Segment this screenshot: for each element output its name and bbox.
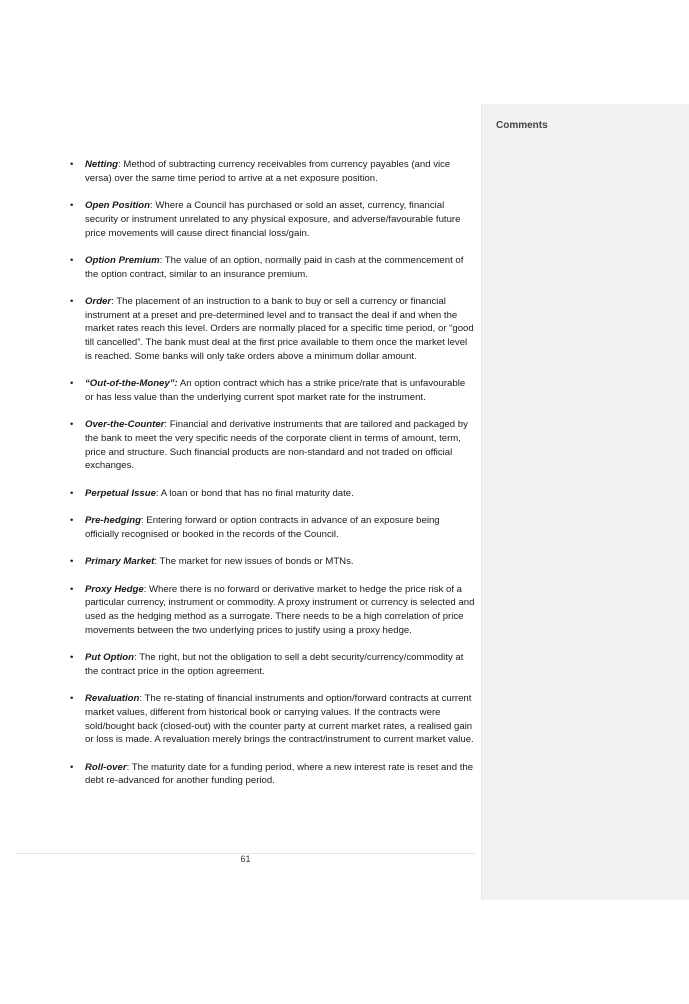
page-number: 61	[240, 854, 251, 864]
entry-term: Primary Market	[85, 556, 155, 568]
entry-term: Roll-over	[85, 761, 127, 773]
glossary-entry-revaluation	[70, 692, 475, 747]
glossary-entry-perpetual-issue	[70, 487, 475, 501]
entry-term: “Out-of-the-Money”:	[85, 378, 178, 390]
entry-text: The placement of an instruction to a bank to buy or sell a currency or financial instrument at a preset and pre-determined level and to transact the deal if and when the market rates reach this level. Orders are normally placed for a specific time period, or “good till cancelled”. The bank must deal at the first price available to them once the market level is reached. Some banks will only take orders above a minimum dollar amount.	[85, 295, 474, 362]
entry-text: Where there is no forward or derivative market to hedge the price risk of a particular currency, instrument or commodity. A proxy instrument or currency is selected and used as the hedging method as a surrogate. There needs to be a high correlation of price movements between the two underlying prices to justify using a proxy hedge.	[85, 583, 475, 636]
entry-suffix: :	[139, 693, 143, 705]
entry-term: Proxy Hedge	[85, 583, 144, 595]
glossary-entry-open-position	[70, 199, 475, 240]
entry-text: Method of subtracting currency receivables from currency payables (and vice versa) over the same time period to arrive at a net exposure position.	[85, 159, 451, 184]
entry-text: Entering forward or option contracts in advance of an exposure being officially recognised or booked in the records of the Council.	[85, 515, 440, 540]
entry-term: Put Option	[85, 652, 135, 664]
bullet: •	[70, 200, 74, 212]
comment-pane-title: Comments	[496, 120, 548, 131]
entry-term: Open Position	[85, 200, 151, 212]
entry-text: The market for new issues of bonds or MTNs.	[157, 556, 354, 568]
glossary-entry-over-the-counter	[70, 418, 475, 473]
entry-text: Where a Council has purchased or sold an asset, currency, financial security or instrument unrelated to any physical exposure, and adverse/favourable future price movements will cause direct financial loss/gain.	[85, 200, 461, 239]
bullet: •	[70, 761, 74, 773]
entry-suffix: :	[155, 487, 159, 499]
bullet: •	[70, 583, 74, 595]
entry-suffix: :	[154, 556, 157, 568]
entry-text: The maturity date for a funding period, where a new interest rate is reset and the debt re-advanced for another funding period.	[85, 761, 474, 787]
bullet: •	[70, 693, 74, 705]
entry-term: Revaluation	[85, 693, 140, 705]
entry-term: Netting	[85, 159, 119, 170]
glossary-list	[70, 158, 475, 802]
entry-suffix: :	[134, 652, 137, 664]
entry-text: A loan or bond that has no final maturity date.	[158, 487, 354, 499]
glossary-entry-out-of-the-money	[70, 377, 475, 404]
entry-term: Over-the-Counter	[85, 419, 165, 431]
bullet: •	[70, 295, 74, 307]
bullet: •	[70, 556, 74, 568]
entry-text: An option contract which has a strike price/rate that is unfavourable or has less value than the underlying current spot market rate for the instrument.	[85, 378, 466, 403]
entry-suffix: :	[164, 419, 168, 431]
entry-text: The value of an option, normally paid in cash at the commencement of the option contract, similar to an insurance premium.	[85, 254, 464, 280]
glossary-entry-pre-hedging	[70, 514, 475, 541]
glossary-entry-netting	[70, 158, 475, 185]
entry-suffix: :	[140, 515, 144, 527]
bullet: •	[70, 652, 74, 664]
entry-term: Pre-hedging	[85, 515, 141, 527]
glossary-entry-option-premium	[70, 254, 475, 281]
bullet: •	[70, 159, 74, 170]
glossary-entry-proxy-hedge	[70, 583, 475, 638]
entry-text: The re-stating of financial instruments and option/forward contracts at current market values, different from historical book or carrying values. If the contracts were sold/bought back (closed-out) with the counter party at current market rates, a realised gain or loss is made. A revaluation merely brings the contract/instrument to current market value.	[85, 693, 474, 746]
entry-term: Option Premium	[85, 254, 160, 266]
entry-suffix: :	[143, 583, 147, 595]
entry-suffix: :	[159, 254, 163, 266]
glossary-entry-primary-market	[70, 555, 475, 569]
glossary-entry-order	[70, 295, 475, 364]
entry-suffix: :	[118, 159, 121, 170]
entry-suffix: :	[126, 761, 130, 773]
glossary-entry-put-option	[70, 651, 475, 678]
comment-pane	[481, 104, 689, 900]
bullet: •	[70, 515, 74, 527]
entry-text: The right, but not the obligation to sell a debt security/currency/commodity at the contract price in the option agreement.	[85, 652, 464, 677]
bullet: •	[70, 378, 74, 390]
bullet: •	[70, 487, 74, 499]
glossary-entry-roll-over	[70, 761, 475, 788]
entry-suffix: :	[111, 295, 114, 307]
bullet: •	[70, 254, 74, 266]
entry-suffix: :	[150, 200, 153, 212]
bullet: •	[70, 419, 74, 431]
entry-term: Order	[85, 295, 112, 307]
entry-term: Perpetual Issue	[85, 487, 156, 499]
entry-text: Financial and derivative instruments that are tailored and packaged by the bank to meet the very specific needs of the corporate client in terms of amount, term, price and structure. Such financial products are non-standard and not traded on official exchanges.	[85, 419, 468, 472]
